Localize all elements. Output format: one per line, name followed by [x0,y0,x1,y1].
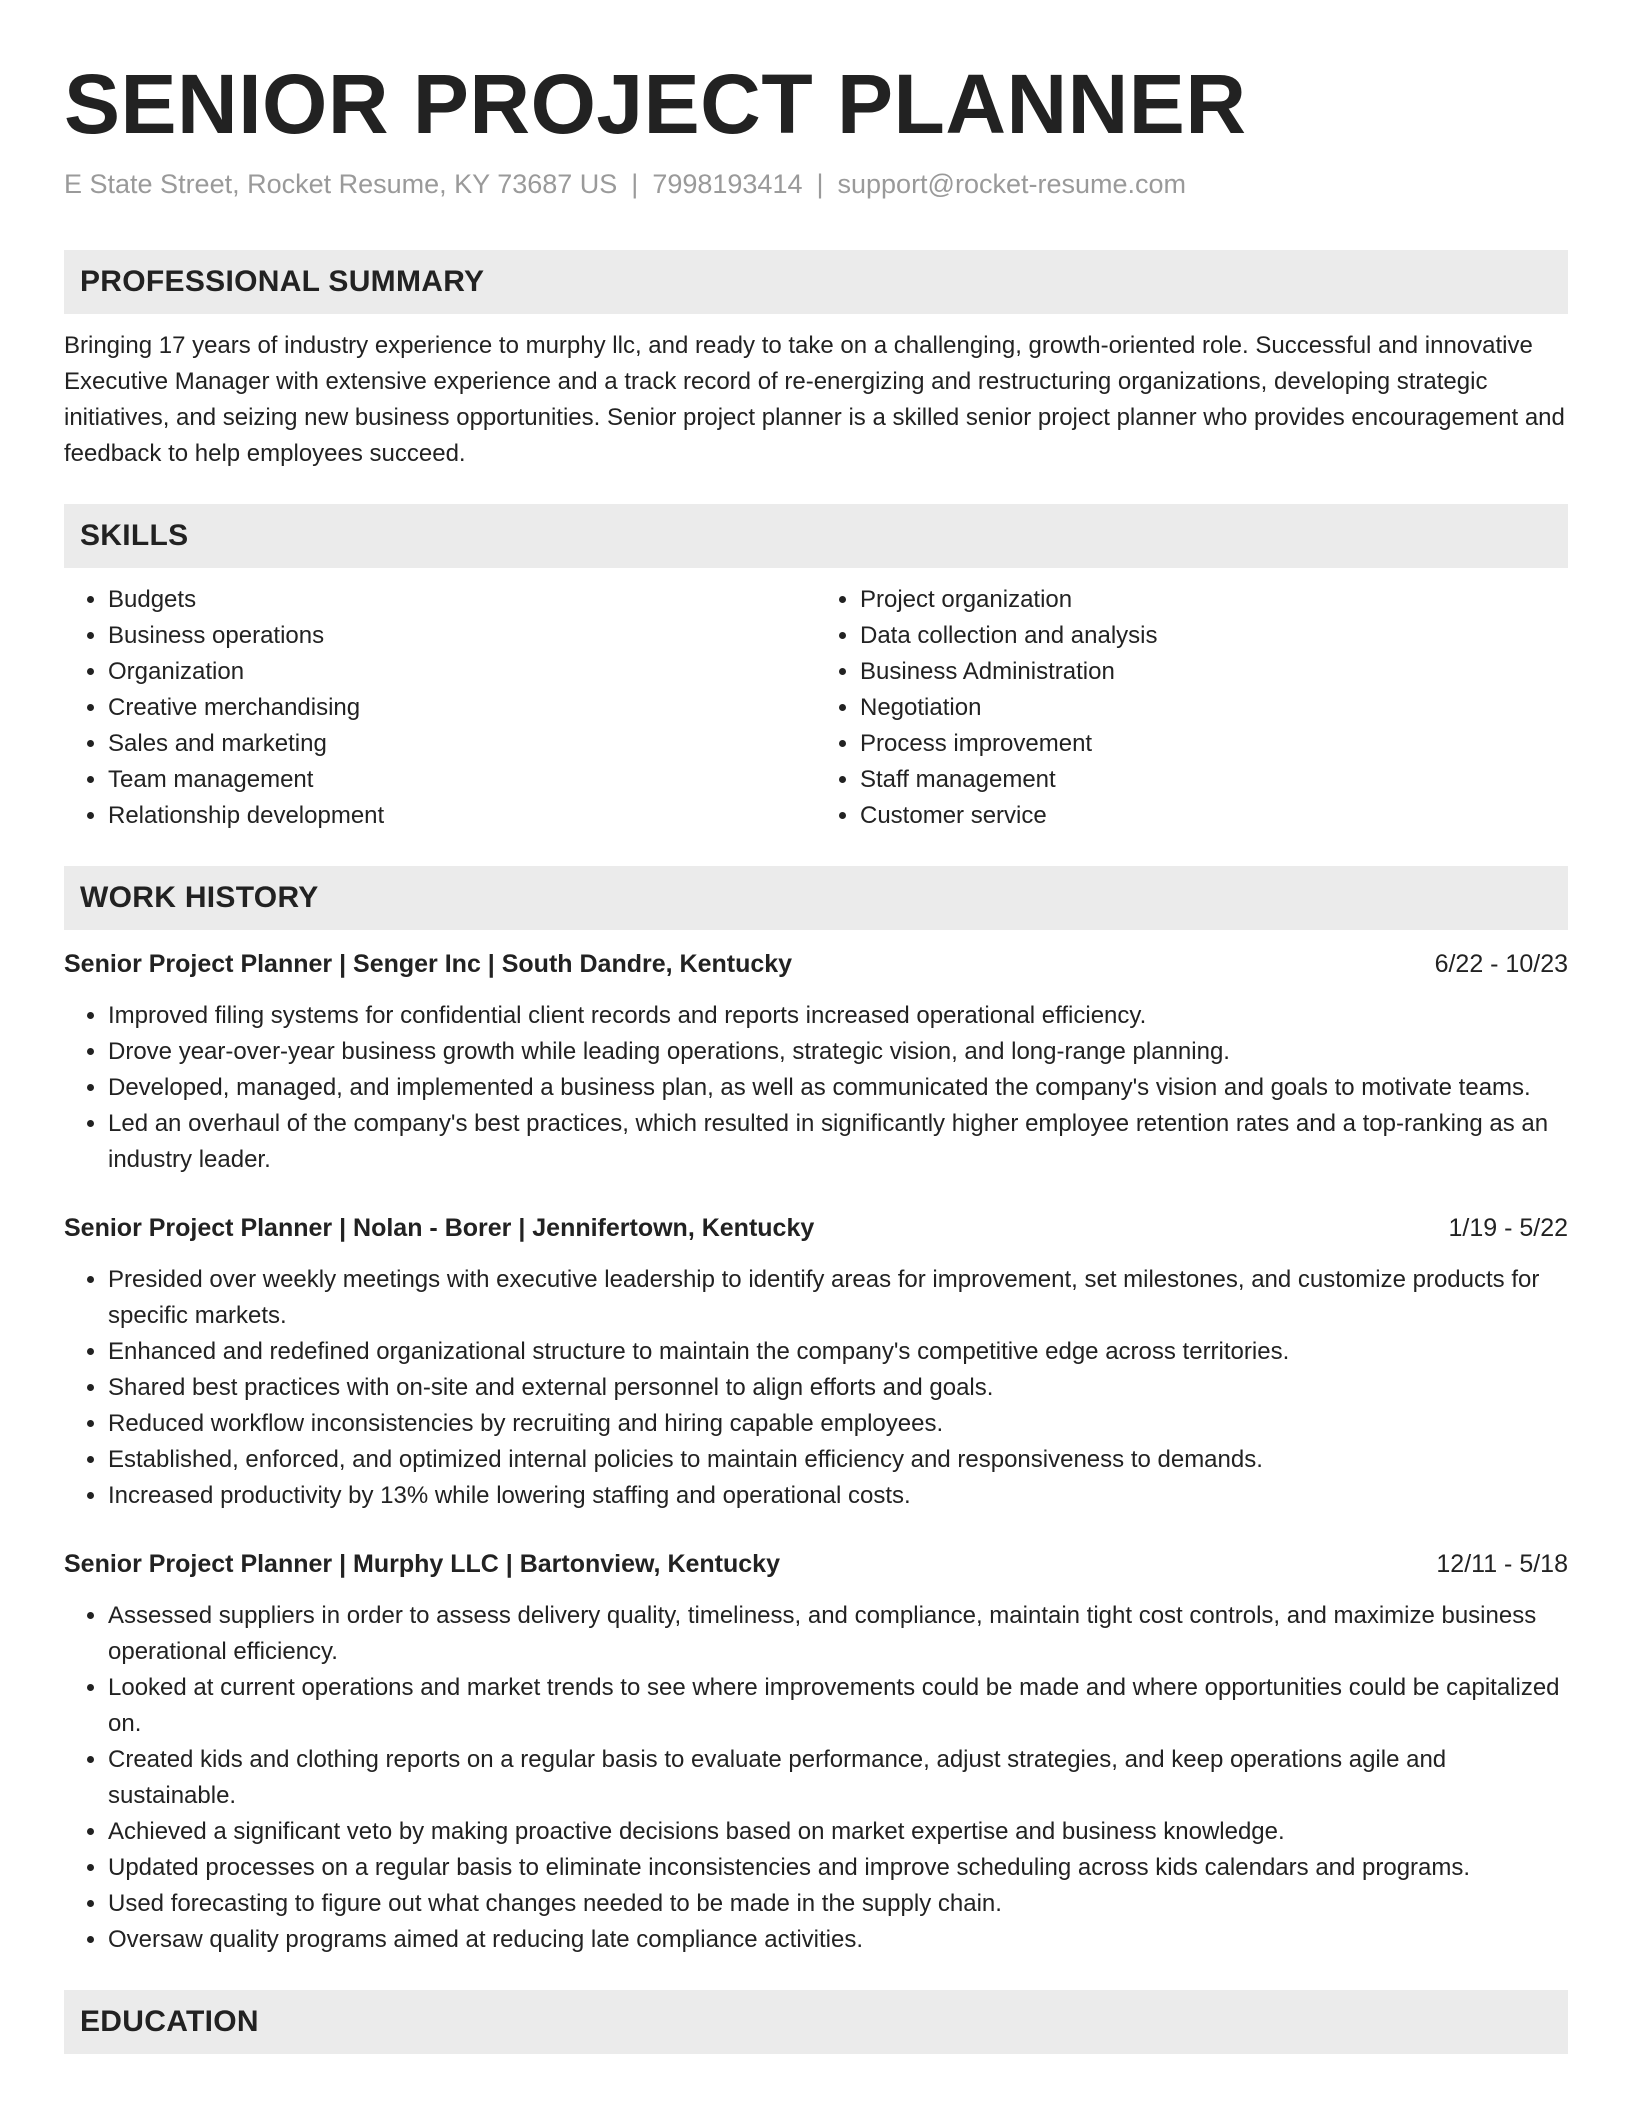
job-bullet: • Improved filing systems for confidential client records and reports increased operational efficiency. [108,998,1568,1034]
job-bullet: • Created kids and clothing reports on a regular basis to evaluate performance, adjust strategies, and keep operations agile and sustainable. [108,1742,1568,1814]
summary-text: Bringing 17 years of industry experience to murphy llc, and ready to take on a challenging, growth-oriented role. Successful and innovative Executive Manager with extensive experience and a track record of re-energizing and restructuring organizations, developing strategic initiatives, and seizing new business opportunities. Senior project planner is a skilled senior project planner who provides encouragement and feedback to help employees succeed. [64,332,1565,467]
job-bullet: • Increased productivity by 13% while lowering staffing and operational costs. [108,1478,1568,1514]
job-title: Senior Project Planner | Murphy LLC | Bartonview, Kentucky [64,1550,780,1578]
skill-item: • Business operations [108,618,816,654]
skill-item: • Project organization [860,582,1568,618]
section-heading-education: EDUCATION [64,1990,1568,2054]
job-entry [64,1546,1568,1958]
contact-line [64,166,1568,202]
skill-item: • Budgets [108,582,816,618]
contact-phone: 7998193414 [652,169,803,199]
skill-item: • Team management [108,762,816,798]
job-bullet: • Reduced workflow inconsistencies by recruiting and hiring capable employees. [108,1406,1568,1442]
job-bullet: • Shared best practices with on-site and external personnel to align efforts and goals. [108,1370,1568,1406]
job-bullet: • Looked at current operations and market trends to see where improvements could be made and where opportunities could be capitalized on. [108,1670,1568,1742]
skill-item: • Relationship development [108,798,816,834]
skill-item: • Customer service [860,798,1568,834]
job-bullet: • Led an overhaul of the company's best practices, which resulted in significantly higher employee retention rates and a top-ranking as an industry leader. [108,1106,1568,1178]
job-bullets [64,1598,1568,1958]
resume-name: SENIOR PROJECT PLANNER [64,57,1247,151]
skill-item: • Sales and marketing [108,726,816,762]
job-bullet: • Presided over weekly meetings with executive leadership to identify areas for improvement, set milestones, and customize products for specific markets. [108,1262,1568,1334]
job-dates: 1/19 - 5/22 [1448,1214,1568,1242]
skill-item: • Organization [108,654,816,690]
job-header [64,1546,1568,1582]
job-bullet: • Used forecasting to figure out what changes needed to be made in the supply chain. [108,1886,1568,1922]
job-dates: 6/22 - 10/23 [1434,950,1568,978]
skill-item: • Data collection and analysis [860,618,1568,654]
job-title: Senior Project Planner | Senger Inc | South Dandre, Kentucky [64,950,793,978]
job-bullet: • Established, enforced, and optimized internal policies to maintain efficiency and responsiveness to demands. [108,1442,1568,1478]
job-bullets [64,998,1568,1178]
job-bullet: • Drove year-over-year business growth while leading operations, strategic vision, and long-range planning. [108,1034,1568,1070]
job-bullets [64,1262,1568,1514]
job-bullet: • Achieved a significant veto by making proactive decisions based on market expertise and business knowledge. [108,1814,1568,1850]
job-title: Senior Project Planner | Nolan - Borer | Jennifertown, Kentucky [64,1214,815,1242]
job-header [64,1210,1568,1246]
job-bullet: • Developed, managed, and implemented a business plan, as well as communicated the company's vision and goals to motivate teams. [108,1070,1568,1106]
job-dates: 12/11 - 5/18 [1436,1550,1568,1578]
skill-item: • Staff management [860,762,1568,798]
skill-item: • Creative merchandising [108,690,816,726]
skill-item: • Negotiation [860,690,1568,726]
skills-column-left [64,582,816,834]
job-bullet: • Updated processes on a regular basis to eliminate inconsistencies and improve scheduling across kids calendars and programs. [108,1850,1568,1886]
contact-separator: | [631,169,639,199]
job-bullet: • Enhanced and redefined organizational structure to maintain the company's competitive edge across territories. [108,1334,1568,1370]
section-heading-work-history: WORK HISTORY [64,866,1568,930]
skill-item: • Process improvement [860,726,1568,762]
job-bullet: • Assessed suppliers in order to assess delivery quality, timeliness, and compliance, maintain tight cost controls, and maximize business operational efficiency. [108,1598,1568,1670]
skills-column-right [816,582,1568,834]
contact-email: support@rocket-resume.com [837,169,1187,199]
job-entry [64,1210,1568,1514]
job-bullet: • Oversaw quality programs aimed at reducing late compliance activities. [108,1922,1568,1958]
section-heading-skills: SKILLS [64,504,1568,568]
job-header [64,946,1568,982]
contact-address: E State Street, Rocket Resume, KY 73687 US [64,169,618,199]
section-heading-summary: PROFESSIONAL SUMMARY [64,250,1568,314]
job-entry [64,946,1568,1178]
skill-item: • Business Administration [860,654,1568,690]
skills-grid [64,582,1568,834]
contact-separator: | [816,169,824,199]
